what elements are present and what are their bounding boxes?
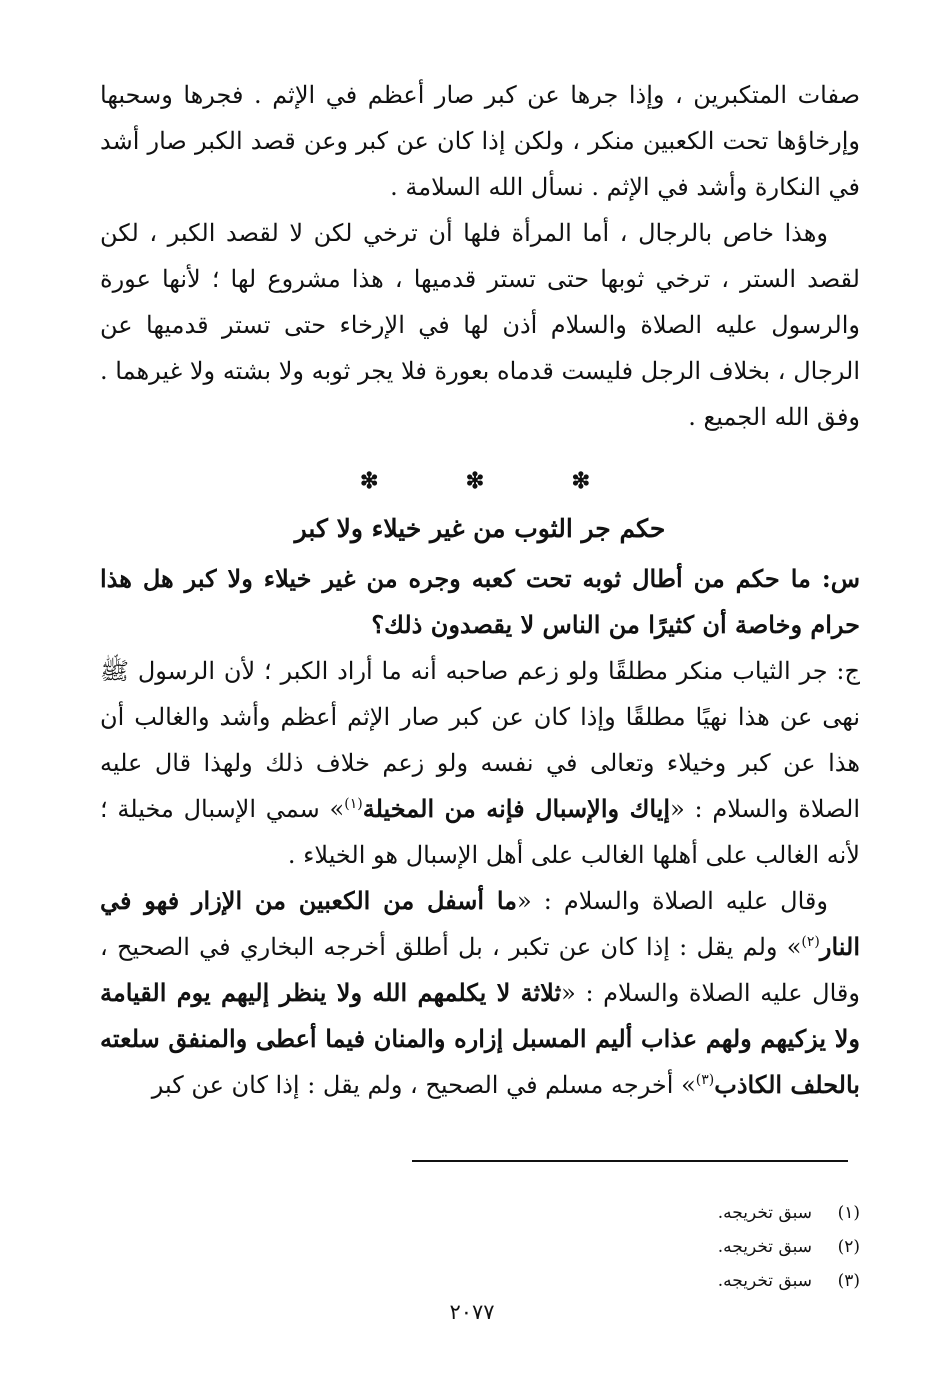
answer-text-run: » أخرجه مسلم في الصحيح ، ولم يقل : إذا كان عن كبر — [151, 1071, 696, 1099]
footnote-divider — [412, 1160, 848, 1162]
section-separator — [360, 468, 590, 494]
footnotes — [480, 1196, 860, 1298]
answer-text — [100, 648, 860, 1108]
footnote-number: (٣) — [837, 1271, 860, 1291]
section-heading: حكم جر الثوب من غير خيلاء ولا كبر — [294, 514, 666, 543]
footnote-number: (٢) — [837, 1237, 860, 1257]
paragraph-continued: صفات المتكبرين ، وإذا جرها عن كبر صار أعظم في الإثم . فجرها وسحبها وإرخاؤها تحت الكعبين منكر ، ولكن إذا كان عن كبر وعن قصد الكبر صار أشد في النكارة وأشد في الإثم . نسأل الله السلامة . — [100, 81, 860, 201]
footnote-text: سبق تخريجه. — [717, 1271, 812, 1291]
hadith-quote: ما أسفل من الكعبين من الإزار فهو في النار — [100, 886, 860, 961]
answer-text-run: » ولم يقل : إذا كان عن تكبر ، بل أطلق أخرجه البخاري في الصحيح ، وقال عليه الصلاة والسلام : « — [100, 933, 860, 1007]
footnote-ref: (٢) — [801, 934, 820, 950]
star-ornament-icon: ❇ — [465, 468, 485, 494]
answer-text-run: » سمي الإسبال مخيلة ؛ لأنه الغالب على أهلها الغالب على أهل الإسبال هو الخيلاء . — [100, 795, 860, 869]
hadith-quote: إياك والإسبال فإنه من المخيلة — [362, 794, 671, 823]
answer-text-run: وقال عليه الصلاة والسلام : « — [517, 887, 828, 915]
footnote-text: سبق تخريجه. — [717, 1203, 812, 1223]
answer-paragraph-1 — [100, 648, 860, 878]
footnote-number: (١) — [837, 1203, 860, 1223]
footnote-item — [480, 1230, 860, 1264]
footnote-item — [480, 1264, 860, 1298]
paragraph-women-covering: وهذا خاص بالرجال ، أما المرأة فلها أن ترخي لكن لا لقصد الكبر ، لكن لقصد الستر ، ترخي ثوبها حتى تستر قدميها ، هذا مشروع لها ؛ لأنها عورة والرسول عليه الصلاة والسلام أذن لها في الإرخاء حتى تستر قدميها عن الرجال ، بخلاف الرجل فليست قدماه بعورة فلا يجر ثوبه ولا بشته ولا غيرهما . وفق الله الجميع . — [100, 219, 860, 431]
star-ornament-icon: ❇ — [360, 468, 379, 494]
top-text — [100, 72, 860, 440]
footnote-ref: (٣) — [695, 1072, 715, 1088]
footnote-item — [480, 1196, 860, 1230]
question-text: س: ما حكم من أطال ثوبه تحت كعبه وجره من غير خيلاء ولا كبر هل هذا حرام وخاصة أن كثيرًا من الناس لا يقصدون ذلك؟ — [100, 564, 860, 639]
page-number: ٢٠٧٧ — [449, 1300, 495, 1324]
hadith-quote: ثلاثة لا يكلمهم الله ولا ينظر إليهم يوم القيامة ولا يزكيهم ولهم عذاب أليم المسبل إزاره والمنان فيما أعطى والمنفق سلعته بالحلف الكاذب — [100, 978, 860, 1099]
answer-paragraph-2 — [100, 878, 860, 1108]
footnote-text: سبق تخريجه. — [717, 1237, 812, 1257]
star-ornament-icon: ❇ — [571, 468, 590, 494]
answer-text-run: ج: جر الثياب منكر مطلقًا ولو زعم صاحبه أنه ما أراد الكبر ؛ لأن الرسول ﷺ نهى عن هذا نهيًا مطلقًا وإذا كان عن كبر صار الإثم أعظم وأشد والغالب أن هذا عن كبر وخيلاء وتعالى في نفسه ولو زعم خلاف ذلك ولهذا قال عليه الصلاة والسلام : « — [100, 657, 861, 823]
footnote-ref: (١) — [344, 796, 363, 812]
